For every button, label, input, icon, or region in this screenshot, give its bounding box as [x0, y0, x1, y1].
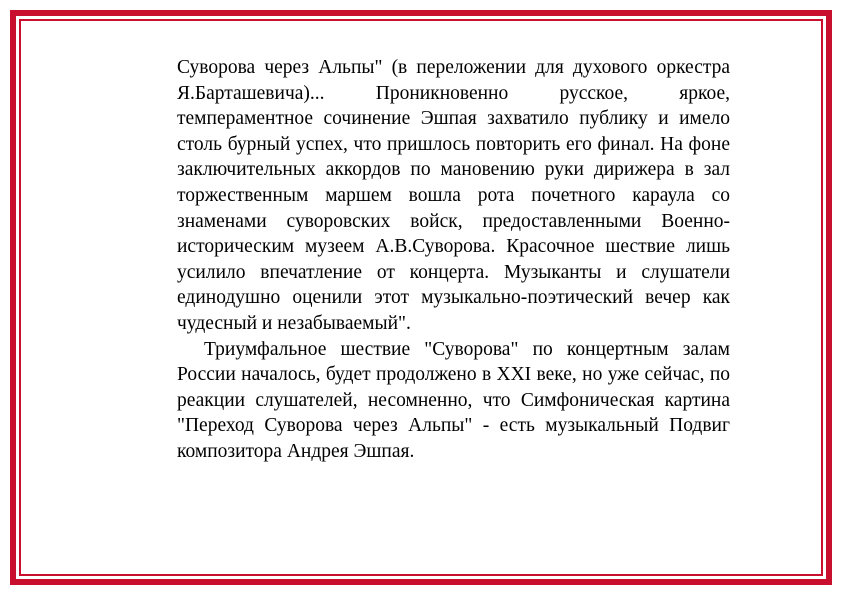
- paragraph-2: [177, 337, 730, 465]
- text-line: - есть музыкальный Подвиг композитора Андрея Эшпая.: [177, 415, 730, 462]
- text-line: Симфоническая картина "Переход Суворова через Альпы": [177, 389, 730, 437]
- text-line: суворовских войск, предоставленными Военно-: [286, 210, 730, 232]
- text-line: Суворова через Альпы" (в переложении для духового: [177, 57, 648, 78]
- text-line: маршем вошла рота почетного караула со знаменами: [177, 184, 731, 232]
- text-line: слушатели единодушно оценили этот музыкально-: [177, 261, 731, 309]
- text-line: Триумфальное шествие "Суворова" по концертным: [204, 338, 669, 360]
- text-line: оркестра Я.Барташевича)... Проникновенно русское,: [177, 57, 731, 104]
- text-line: лишь усилило впечатление от концерта. Музыканты и: [177, 236, 731, 283]
- text-line: поэтический вечер как чудесный и незабываемый".: [177, 287, 731, 334]
- text-line: залам России началось, будет продолжено в XXI веке, но: [177, 338, 730, 386]
- text-line: яркое, темпераментное сочинение Эшпая захватило: [177, 82, 730, 130]
- body-text: [177, 55, 730, 465]
- text-line: по мановению руки дирижера в зал торжественным: [177, 159, 731, 206]
- text-line: историческим музеем А.В.Суворова. Красочное шествие: [177, 236, 676, 258]
- text-line: уже сейчас, по реакции слушателей, несомненно, что: [177, 364, 731, 411]
- text-line: публику и имело столь бурный успех, что пришлось: [177, 108, 730, 155]
- paragraph-1: [177, 55, 730, 337]
- text-line: повторить его финал. На фоне заключительных аккордов: [177, 133, 730, 181]
